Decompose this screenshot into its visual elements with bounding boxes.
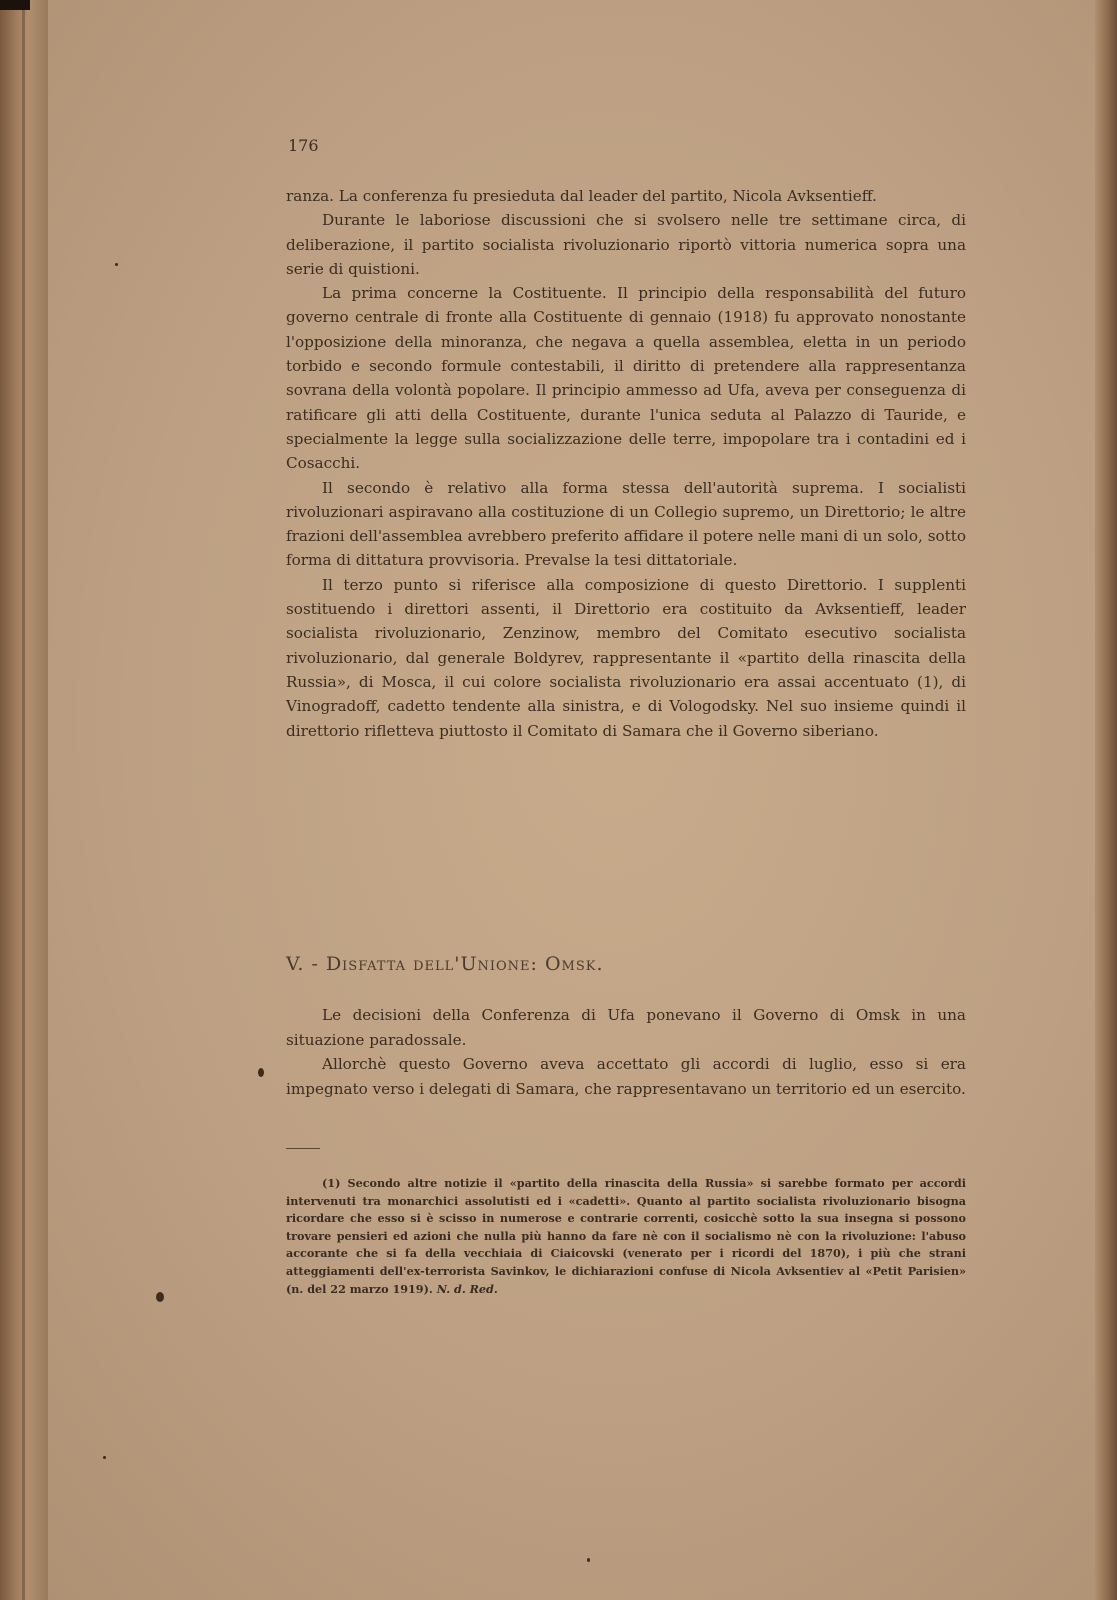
- paragraph: Il secondo è relativo alla forma stessa dell'autorità suprema. I socialisti rivoluzionari aspiravano alla costituzione di un Collegio supremo, un Direttorio; le altre frazioni dell'assemblea avrebbero preferito affidare il potere nelle mani di un solo, sotto forma di dittatura provvisoria. Prevalse la tesi dittatoriale.: [286, 478, 966, 570]
- page-right-edge: [1095, 0, 1117, 1600]
- paper-speck: [587, 1558, 590, 1562]
- paragraph: Il terzo punto si riferisce alla composizione di questo Direttorio. I supplenti sostituendo i direttori assenti, il Direttorio era costituito da Avksentieff, leader socialista rivoluzionario, Zenzinow, membro del Comitato esecutivo socialista rivoluzionario, dal generale Boldyrev, rappresentante il «partito della rinascita della Russia», di Mosca, il cui colore socialista rivoluzionario era assai accentuato (1), di Vinogradoff, cadetto tendente alla sinistra, e di Vologodsky. Nel suo insieme quindi il direttorio rifletteva piuttosto il Comitato di Samara che il Governo siberiano.: [286, 575, 966, 740]
- spine-crease: [22, 0, 25, 1600]
- paragraph-continuation: ranza. La conferenza fu presieduta dal leader del partito, Nicola Avksentieff.: [286, 187, 877, 205]
- paper-speck: [156, 1292, 164, 1302]
- paper-speck: [115, 263, 118, 266]
- paragraph: La prima concerne la Costituente. Il principio della responsabilità del futuro governo centrale di fronte alla Costituente di gennaio (1918) fu approvato nonostante l'opposizione della minoranza, che negava a quella assemblea, eletta in un periodo torbido e secondo formule contestabili, il diritto di pretendere alla rappresentanza sovrana della volontà popolare. Il principio ammesso ad Ufa, aveva per conseguenza di ratificare gli atti della Costituente, durante l'unica seduta al Palazzo di Tauride, e specialmente la legge sulla socializzazione delle terre, impopolare tra i contadini ed i Cosacchi.: [286, 284, 966, 473]
- section-heading: V. - Disfatta dell'Unione: Omsk.: [286, 953, 604, 975]
- paragraph: Le decisioni della Conferenza di Ufa ponevano il Governo di Omsk in una situazione paradossale.: [286, 1006, 966, 1049]
- footnote-signature: N. d. Red.: [436, 1281, 498, 1296]
- paragraph: Allorchè questo Governo aveva accettato gli accordi di luglio, esso si era impegnato verso i delegati di Samara, che rappresentavano un territorio ed un esercito.: [286, 1055, 966, 1098]
- footnote: [286, 1175, 966, 1298]
- footnote-text: (1) Secondo altre notizie il «partito della rinascita della Russia» si sarebbe formato per accordi intervenuti tra monarchici assolutisti ed i «cadetti». Quanto al partito socialista rivoluzionario bisogna ricordare che esso si è scisso in numerose e contrarie correnti, cosicchè sotto la sua insegna si possono trovare pensieri ed azioni che nulla più hanno da fare nè con il socialismo nè con la rivoluzione: l'abuso accorante che si fa della vecchiaia di Ciaicovski (venerato per i ricordi del 1870), i più che strani atteggiamenti dell'ex-terrorista Savinkov, le dichiarazioni confuse di Nicola Avksentiev al «Petit Parisien» (n. del 22 marzo 1919).: [286, 1176, 966, 1296]
- footnote-rule: [286, 1148, 320, 1149]
- paper-speck: [258, 1068, 264, 1077]
- body-text: [286, 184, 966, 743]
- section-text: [286, 1003, 966, 1101]
- paragraph: Durante le laboriose discussioni che si svolsero nelle tre settimane circa, di deliberazione, il partito socialista rivoluzionario riportò vittoria numerica sopra una serie di quistioni.: [286, 211, 966, 278]
- dark-corner: [0, 0, 30, 10]
- paper-speck: [103, 1456, 106, 1459]
- page-number: 176: [288, 136, 319, 155]
